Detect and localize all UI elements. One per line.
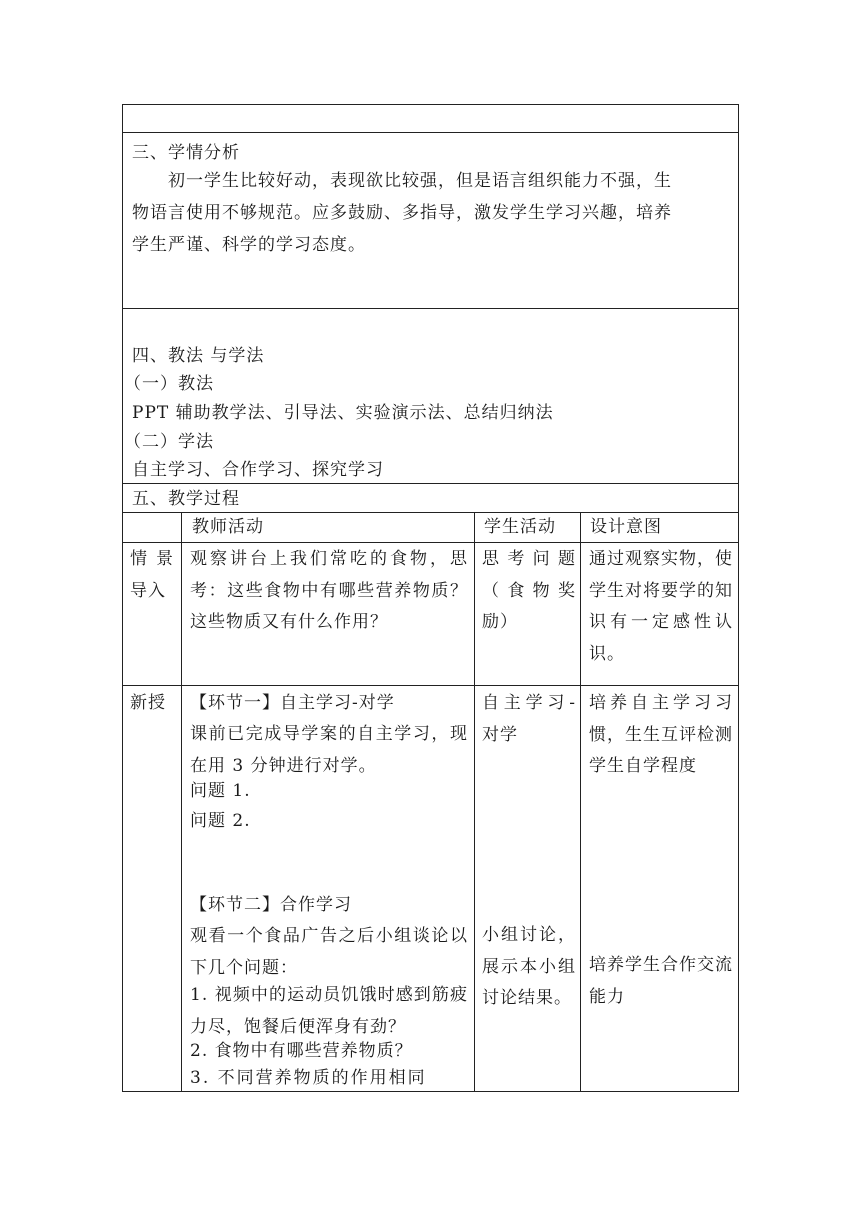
section-heading: 五、教学过程 xyxy=(132,489,240,509)
column-header-intent: 设计意图 xyxy=(590,517,662,537)
paragraph-line: 初一学生比较好动，表现欲比较强，但是语言组织能力不强，生 xyxy=(168,171,672,191)
table-rule xyxy=(122,542,739,543)
teacher-activity: 观察讲台上我们常吃的食物，思考：这些食物中有哪些营养物质？这些物质又有什么作用？ xyxy=(190,549,468,632)
subsection-heading: （一）教法 xyxy=(124,374,214,394)
column-header-teacher: 教师活动 xyxy=(192,517,264,537)
design-intent: 培养学生合作交流能力 xyxy=(589,955,733,1007)
column-header-student: 学生活动 xyxy=(484,517,556,537)
subsection-heading: （二）学法 xyxy=(124,432,214,452)
question-item: 问题 1. xyxy=(190,781,251,801)
teacher-activity-title: 【环节一】自主学习-对学 xyxy=(190,693,395,713)
table-rule xyxy=(474,512,475,1092)
question-item: 1. 视频中的运动员饥饿时感到筋疲力尽，饱餐后便浑身有劲？ xyxy=(190,985,468,1037)
question-item: 2. 食物中有哪些营养物质？ xyxy=(190,1041,413,1061)
table-rule xyxy=(580,512,581,1092)
question-item: 问题 2. xyxy=(190,811,251,831)
teacher-activity: 观看一个食品广告之后小组谈论以下几个问题： xyxy=(190,926,468,978)
paragraph-line: 学生严谨、科学的学习态度。 xyxy=(132,235,366,255)
learning-methods: 自主学习、合作学习、探究学习 xyxy=(132,460,384,480)
student-activity: 自主学习-对学 xyxy=(482,693,576,745)
design-intent: 通过观察实物，使学生对将要学的知识有一定感性认识。 xyxy=(589,549,733,664)
stage-label: 情景导入 xyxy=(130,549,174,601)
table-rule xyxy=(122,685,739,686)
student-activity: 小组讨论，展示本小组讨论结果。 xyxy=(482,925,576,1008)
section-heading: 四、教法 与学法 xyxy=(132,346,265,366)
paragraph-line: 物语言使用不够规范。应多鼓励、多指导，激发学生学习兴趣，培养 xyxy=(132,203,672,223)
teacher-activity-title: 【环节二】合作学习 xyxy=(190,895,352,915)
stage-label: 新授 xyxy=(130,693,166,713)
section-heading: 三、学情分析 xyxy=(132,143,240,163)
teacher-activity: 课前已完成导学案的自主学习，现在用 3 分钟进行对学。 xyxy=(190,724,468,776)
table-rule xyxy=(122,483,739,484)
question-item: 3. 不同营养物质的作用相同 xyxy=(190,1068,427,1088)
table-rule xyxy=(122,308,739,309)
table-rule xyxy=(181,512,182,1092)
student-activity: 思考问题（食物奖励） xyxy=(482,549,576,632)
table-rule xyxy=(122,132,739,133)
design-intent: 培养自主学习习惯，生生互评检测学生自学程度 xyxy=(589,693,733,776)
teaching-methods: PPT 辅助教学法、引导法、实验演示法、总结归纳法 xyxy=(132,403,554,423)
